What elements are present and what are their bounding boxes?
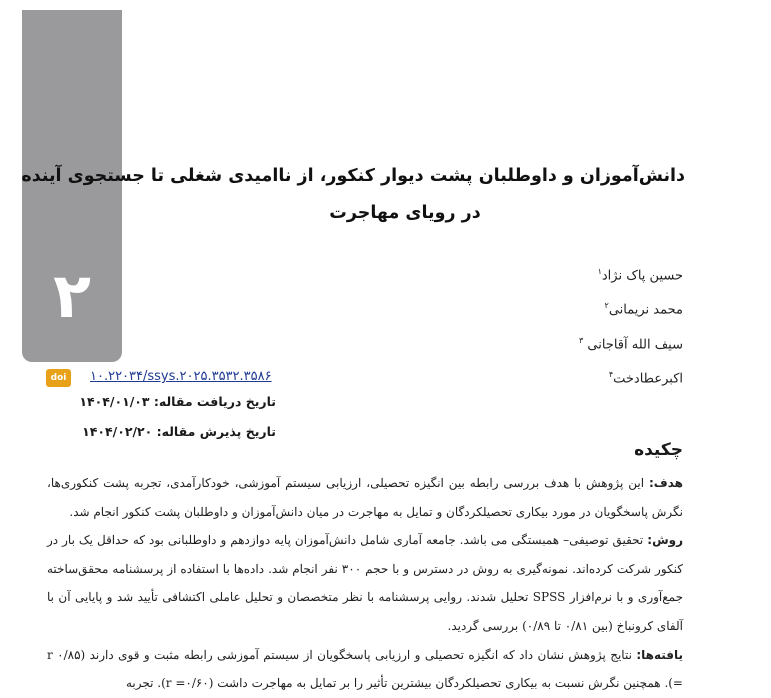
abstract-body (47, 469, 683, 698)
abstract-findings: یافته‌ها: نتایج پژوهش نشان داد که انگیزه تحصیلی و ارزیابی پاسخگویان از سیستم آموزشی رابطه مثبت و قوی دارند (r ۰/۸۵ =). همچنین نگرش نسبت به بیکاری تحصیلکردگان بیشترین تأثیر را بر تمایل به مهاجرت داشت (r =۰/۶۰). تجربه (47, 647, 683, 691)
abstract-goal: هدف: این پژوهش با هدف بررسی رابطه بین انگیزه تحصیلی، ارزیابی سیستم آموزشی، خودکارآمدی، تجربه پشت کنکوری‌ها، نگرش پاسخگویان در مورد بیکاری تحصیلکردگان و تمایل به مهاجرت در میان دانش‌آموزان و داوطلبان پشت کنکور انجام شد. (47, 476, 683, 519)
author-1: حسین پاک نژاد$^۱$ (597, 267, 683, 284)
chapter-number: ۲ (53, 259, 91, 332)
doi-link[interactable]: ۱۰.۲۲۰۳۴/ssys.۲۰۲۵.۳۵۳۲.۳۵۸۶ (90, 369, 272, 384)
accepted-date: تاریخ پذیرش مقاله: ۱۴۰۴/۰۲/۲۰ (82, 424, 276, 439)
abstract-heading: چکیده (634, 440, 683, 460)
article-title-line-2: در رویای مهاجرت (329, 203, 481, 223)
doi-logo-icon: doi (46, 369, 71, 387)
author-3: سیف الله آقاجانی $^۳$ (578, 335, 683, 352)
author-list (579, 257, 683, 394)
author-4: اکبرعطادخت$^۴$ (608, 369, 683, 387)
abstract-method: روش: تحقیق توصیفی– همبستگی می باشد. جامعه آماری شامل دانش‌آموزان پایه دوازدهم و داوطلبانی بود که حداقل یک بار در کنکور شرکت کرده‌اند. نمونه‌گیری به روش در دسترس و با حجم ۳۰۰ نفر انجام شد. داده‌ها با استفاده از پرسشنامه محقق‌ساخته جمع‌آوری و با نرم‌افزار SPSS تحلیل شدند. روایی پرسشنامه با نظر متخصصان و تحلیل عاملی اکتشافی تأیید شد و پایایی آن با آلفای کرونباخ (بین ۰/۸۱ تا ۰/۸۹) بررسی گردید. (47, 533, 683, 633)
received-date: تاریخ دریافت مقاله: ۱۴۰۴/۰۱/۰۳ (79, 394, 276, 409)
author-2: محمد نریمانی$^۲$ (604, 301, 683, 318)
chapter-tab (22, 10, 122, 362)
article-title-line-1: دانش‌آموزان و داوطلبان پشت دیوار کنکور، از ناامیدی شغلی تا جستجوی آینده (21, 166, 685, 186)
